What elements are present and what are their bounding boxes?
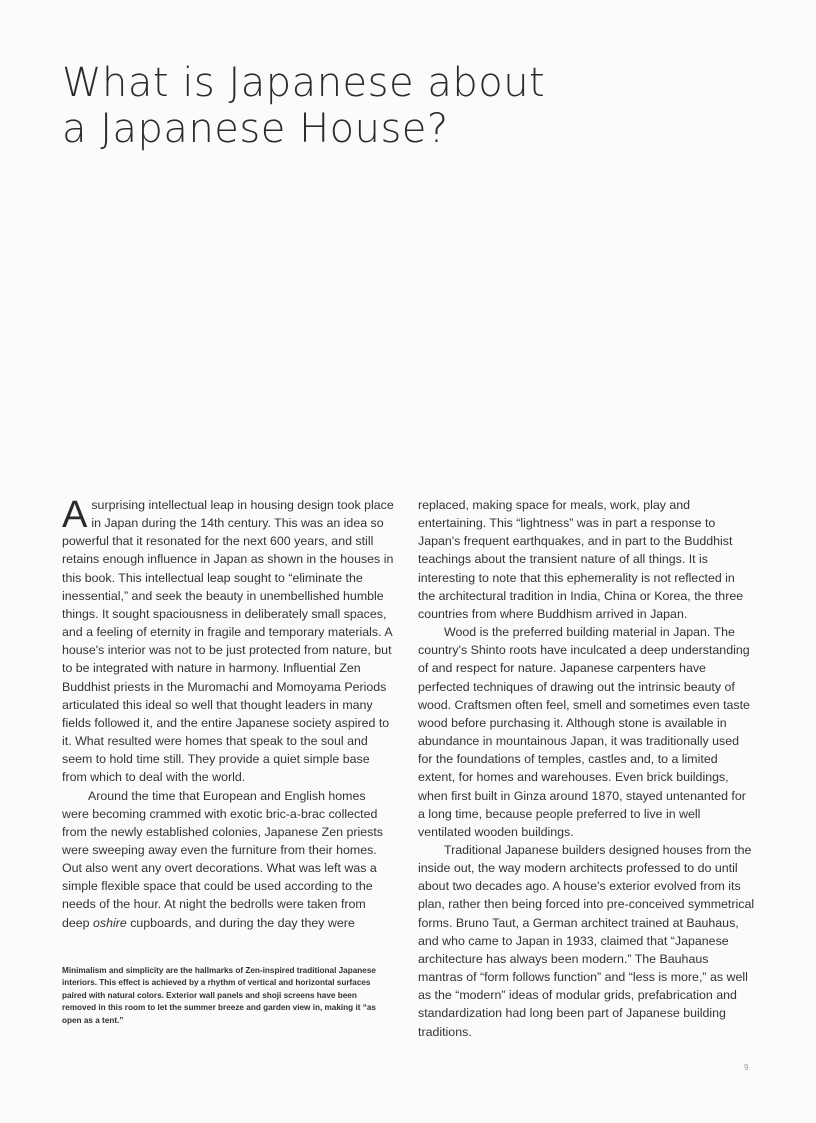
title-line-1: What is Japanese about [62, 60, 546, 106]
right-column [418, 496, 755, 1041]
body-paragraph-builders: Traditional Japanese builders designed houses from the inside out, the way modern architects professed to do until about two decades ago. A house's exterior evolved from its plan, rather then being forced into pre-conceived symmetrical forms. Bruno Taut, a German architect trained at Bauhaus, and who came to Japan in 1933, claimed that “Japanese architecture has always been modern.” The Bauhaus mantras of “form follows function” and “less is more,” as well as the “modern” ideas of modular grids, prefabrication and standardization had long been part of Japanese building traditions. [418, 842, 755, 1039]
body-paragraph-2: Around the time that European and English homes were becoming crammed with exotic bric-a-brac collected from the newly established colonies, Japanese Zen priests were sweeping away even the furniture from their homes. Out also went any overt decorations. What was left was a simple flexible space that could be used according to the needs of the hour. At night the bedrolls were taken from deep oshire cupboards, and during the day they were [62, 788, 383, 930]
title-line-2: a Japanese House? [62, 106, 449, 152]
page-number: 9 [744, 1063, 749, 1072]
italic-term: oshire [93, 915, 127, 930]
body-paragraph-continued: replaced, making space for meals, work, play and entertaining. This “lightness” was in part a response to Japan's frequent earthquakes, and in part to the Buddhist teachings about the transient nature of all things. It is interesting to note that this ephemerality is not reflected in the architectural tradition in India, China or Korea, the three countries from where Buddhism arrived in Japan. [418, 498, 744, 621]
intro-paragraph [62, 496, 395, 787]
drop-cap: A [62, 494, 88, 536]
body-paragraph-wood: Wood is the preferred building material in Japan. The country's Shinto roots have inculcated a deep understanding of and respect for nature. Japanese carpenters have perfected techniques of drawing out the intrinsic beauty of wood. Craftsmen often feel, smell and sometimes even taste wood before purchasing it. Although stone is available in abundance in mountainous Japan, it was traditionally used for the foundations of temples, castles and, to a limited extent, for homes and warehouses. Even brick buildings, when first built in Ginza around 1870, stayed untenanted for a long time, because people preferred to live in well ventilated wooden buildings. [418, 625, 750, 839]
left-column [62, 496, 395, 932]
intro-paragraph-text: surprising intellectual leap in housing design took place in Japan during the 14th century. This was an idea so powerful that it resonated for the next 600 years, and still retains enough influence in Japan as shown in the houses in this book. This intellectual leap sought to “eliminate the inessential,” and seek the beauty in unembellished humble things. It sought spaciousness in deliberately small spaces, and a feeling of eternity in fragile and temporary materials. A house's interior was not to be just protected from nature, but to be integrated with nature in harmony. Influential Zen Buddhist priests in the Muromachi and Momoyama Periods articulated this ideal so well that thought leaders in many fields followed it, and the entire Japanese society aspired to it. What resulted were homes that speak to the soul and seem to hold time still. They provide a quiet simple base from which to deal with the world. [62, 498, 394, 785]
photo-caption: Minimalism and simplicity are the hallmarks of Zen-inspired traditional Japanese interiors. This effect is achieved by a rhythm of vertical and horizontal surfaces paired with natural colors. Exterior wall panels and shoji screens have been removed in this room to let the summer breeze and garden view in, making it “as open as a tent.” [62, 966, 376, 1025]
page-title [62, 60, 662, 152]
